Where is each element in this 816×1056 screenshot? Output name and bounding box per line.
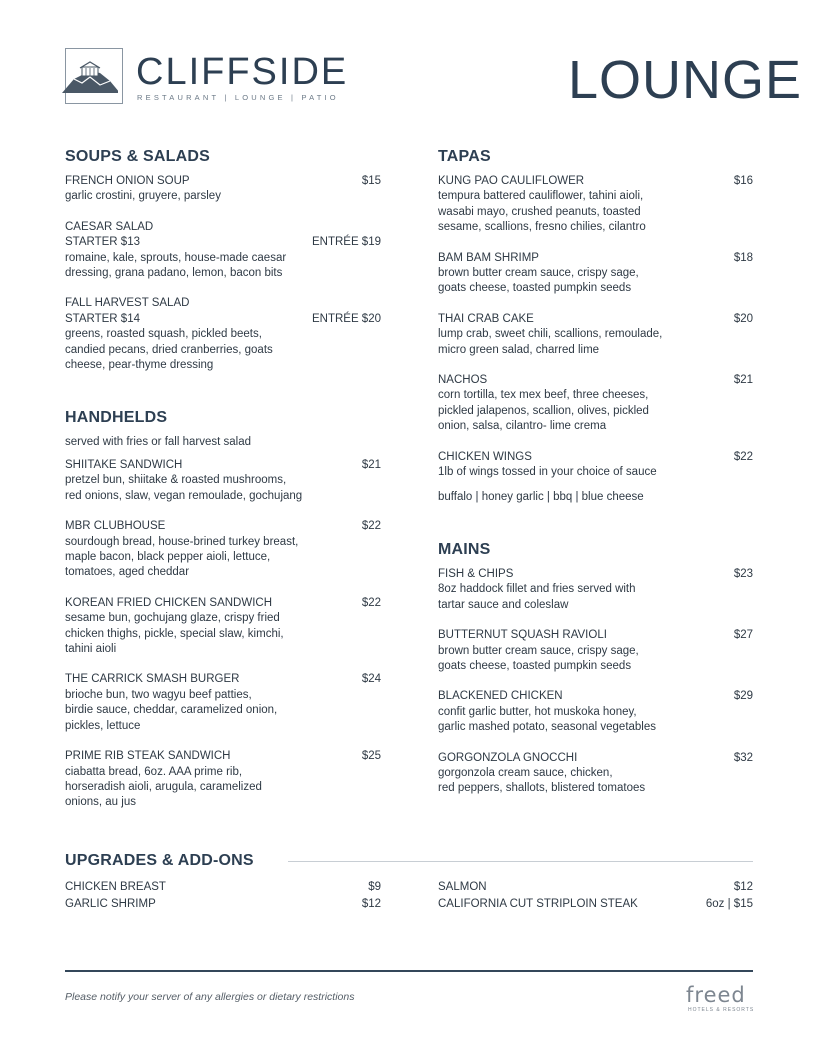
item-desc: wasabi mayo, crushed peanuts, toasted xyxy=(438,205,641,218)
menu-item xyxy=(438,251,753,297)
item-desc: sesame, scallions, fresno chilies, cilantro xyxy=(438,221,646,234)
item-price: $9 xyxy=(368,881,381,893)
section-heading: TAPAS xyxy=(438,148,491,165)
item-price: $12 xyxy=(361,898,381,911)
item-name: BUTTERNUT SQUASH RAVIOLI xyxy=(438,629,607,642)
item-name: CAESAR SALAD xyxy=(65,220,154,233)
menu-item xyxy=(65,220,381,282)
addon-item xyxy=(438,897,753,912)
menu-item xyxy=(65,519,381,581)
item-price: $16 xyxy=(733,175,753,187)
item-desc: red onions, slaw, vegan remoulade, gochujang xyxy=(65,489,303,502)
item-name: SHIITAKE SANDWICH xyxy=(65,459,183,471)
section-heading: HANDHELDS xyxy=(65,409,168,426)
item-desc: ciabatta bread, 6oz. AAA prime rib, xyxy=(65,765,243,778)
item-name: FISH & CHIPS xyxy=(438,568,514,580)
item-name: BAM BAM SHRIMP xyxy=(438,251,539,264)
soups-section xyxy=(65,148,381,373)
section-heading: UPGRADES & ADD-ONS xyxy=(65,852,254,869)
item-name: CALIFORNIA CUT STRIPLOIN STEAK xyxy=(438,898,638,911)
item-price: $22 xyxy=(361,596,381,609)
item-starter-price: STARTER $14 xyxy=(65,312,140,325)
freed-logo: freed xyxy=(686,983,746,1007)
item-desc: pretzel bun, shiitake & roasted mushrooms, xyxy=(65,474,287,487)
item-price: $15 xyxy=(361,175,381,187)
item-desc: brown butter cream sauce, crispy sage, xyxy=(438,267,639,280)
item-desc: red peppers, shallots, blistered tomatoes xyxy=(438,782,646,795)
item-price: $32 xyxy=(733,751,753,764)
item-name: PRIME RIB STEAK SANDWICH xyxy=(65,750,231,763)
allergy-notice: Please notify your server of any allergies or dietary restrictions xyxy=(65,991,355,1003)
item-desc: horseradish aioli, arugula, caramelized xyxy=(65,780,262,793)
menu-item xyxy=(65,174,381,205)
addons-right xyxy=(438,880,753,913)
addon-item xyxy=(65,897,381,912)
item-desc: cheese, pear-thyme dressing xyxy=(65,359,214,372)
footer-divider xyxy=(65,970,753,972)
item-starter-price: STARTER $13 xyxy=(65,236,140,249)
item-name: SALMON xyxy=(438,881,487,893)
item-desc: tartar sauce and coleslaw xyxy=(438,598,569,611)
item-desc: maple bacon, black pepper aioli, lettuce, xyxy=(65,551,271,564)
menu-item xyxy=(438,689,753,735)
addon-item xyxy=(438,880,753,895)
item-desc: garlic crostini, gruyere, parsley xyxy=(65,190,221,203)
item-desc: 8oz haddock fillet and fries served with xyxy=(438,583,636,596)
item-entree-price: ENTRÉE $19 xyxy=(311,236,381,249)
handhelds-section xyxy=(65,409,381,811)
menu-item xyxy=(65,596,381,658)
item-price: 6oz | $15 xyxy=(705,898,753,911)
menu-item xyxy=(65,672,381,734)
item-desc: birdie sauce, cheddar, caramelized onion, xyxy=(65,704,278,717)
item-desc: micro green salad, charred lime xyxy=(438,343,600,356)
item-desc: 1lb of wings tossed in your choice of sauce xyxy=(438,466,657,479)
item-name: KUNG PAO CAULIFLOWER xyxy=(438,175,585,187)
item-desc: tahini aioli xyxy=(65,643,117,656)
menu-item xyxy=(438,174,753,236)
page-title: LOUNGE xyxy=(568,50,803,110)
item-name: MBR CLUBHOUSE xyxy=(65,520,166,533)
cliffside-logo-mark xyxy=(65,48,123,104)
item-price: $20 xyxy=(733,312,753,325)
section-heading: SOUPS & SALADS xyxy=(65,148,211,165)
item-desc: candied pecans, dried cranberries, goats xyxy=(65,343,273,356)
item-price: $21 xyxy=(361,459,381,471)
menu-item xyxy=(438,450,753,481)
item-name: THAI CRAB CAKE xyxy=(438,312,534,325)
item-desc: chicken thighs, pickle, special slaw, kimchi, xyxy=(65,627,284,640)
item-desc: onions, au jus xyxy=(65,796,136,809)
item-price: $22 xyxy=(733,450,753,463)
item-name: CHICKEN WINGS xyxy=(438,450,532,463)
item-name: CHICKEN BREAST xyxy=(65,881,166,893)
item-desc: goats cheese, toasted pumpkin seeds xyxy=(438,282,632,295)
menu-item xyxy=(438,751,753,797)
menu-item xyxy=(65,458,381,504)
item-desc: sesame bun, gochujang glaze, crispy fried xyxy=(65,612,280,625)
menu-item xyxy=(65,749,381,811)
item-desc: garlic mashed potato, seasonal vegetables xyxy=(438,721,657,734)
menu-item xyxy=(438,312,753,358)
section-divider xyxy=(288,861,753,862)
freed-logo-subtitle: HOTELS & RESORTS xyxy=(688,1007,755,1013)
item-desc: pickled jalapenos, scallion, olives, pickled xyxy=(438,404,649,417)
item-name: THE CARRICK SMASH BURGER xyxy=(65,673,240,686)
menu-item xyxy=(65,296,381,373)
section-heading: MAINS xyxy=(438,541,491,558)
item-price: $22 xyxy=(361,520,381,533)
item-desc: confit garlic butter, hot muskoka honey, xyxy=(438,705,637,718)
item-price: $18 xyxy=(733,251,753,264)
item-price: $25 xyxy=(361,750,381,763)
section-note: served with fries or fall harvest salad xyxy=(65,436,251,448)
item-desc: dressing, grana padano, lemon, bacon bits xyxy=(65,267,283,280)
menu-item xyxy=(438,373,753,435)
brand-name: CLIFFSIDE xyxy=(136,51,349,93)
item-price: $23 xyxy=(733,568,753,580)
item-name: KOREAN FRIED CHICKEN SANDWICH xyxy=(65,596,273,609)
menu-item xyxy=(438,567,753,613)
item-entree-price: ENTRÉE $20 xyxy=(311,312,381,325)
tapas-section xyxy=(438,148,753,505)
item-desc: goats cheese, toasted pumpkin seeds xyxy=(438,660,632,673)
item-price: $27 xyxy=(733,629,753,642)
item-name: NACHOS xyxy=(438,374,488,387)
item-desc: romaine, kale, sprouts, house-made caesar xyxy=(65,251,287,264)
item-desc: lump crab, sweet chili, scallions, remoulade, xyxy=(438,328,663,341)
item-name: BLACKENED CHICKEN xyxy=(438,690,563,703)
item-price: $21 xyxy=(733,374,753,387)
mains-section xyxy=(438,541,753,797)
addon-item xyxy=(65,880,381,895)
sauce-options: buffalo | honey garlic | bbq | blue cheese xyxy=(438,490,644,503)
mountain-lodge-icon xyxy=(60,49,118,105)
brand-tagline: RESTAURANT | LOUNGE | PATIO xyxy=(137,93,339,102)
menu-item xyxy=(438,628,753,674)
item-name: FRENCH ONION SOUP xyxy=(65,175,190,187)
item-desc: gorgonzola cream sauce, chicken, xyxy=(438,767,613,780)
item-price: $29 xyxy=(733,690,753,703)
item-desc: pickles, lettuce xyxy=(65,719,141,732)
item-desc: brioche bun, two wagyu beef patties, xyxy=(65,688,252,701)
item-desc: brown butter cream sauce, crispy sage, xyxy=(438,644,639,657)
item-name: FALL HARVEST SALAD xyxy=(65,297,190,310)
item-desc: tempura battered cauliflower, tahini aioli, xyxy=(438,190,644,203)
item-desc: corn tortilla, tex mex beef, three cheeses, xyxy=(438,389,649,402)
item-desc: greens, roasted squash, pickled beets, xyxy=(65,328,262,341)
item-name: GARLIC SHRIMP xyxy=(65,898,156,911)
item-price: $12 xyxy=(733,881,753,893)
addons-left xyxy=(65,880,381,913)
item-desc: sourdough bread, house-brined turkey breast, xyxy=(65,535,299,548)
item-desc: onion, salsa, cilantro- lime crema xyxy=(438,420,607,433)
item-price: $24 xyxy=(361,673,381,686)
item-desc: tomatoes, aged cheddar xyxy=(65,566,190,579)
item-name: GORGONZOLA GNOCCHI xyxy=(438,751,578,764)
